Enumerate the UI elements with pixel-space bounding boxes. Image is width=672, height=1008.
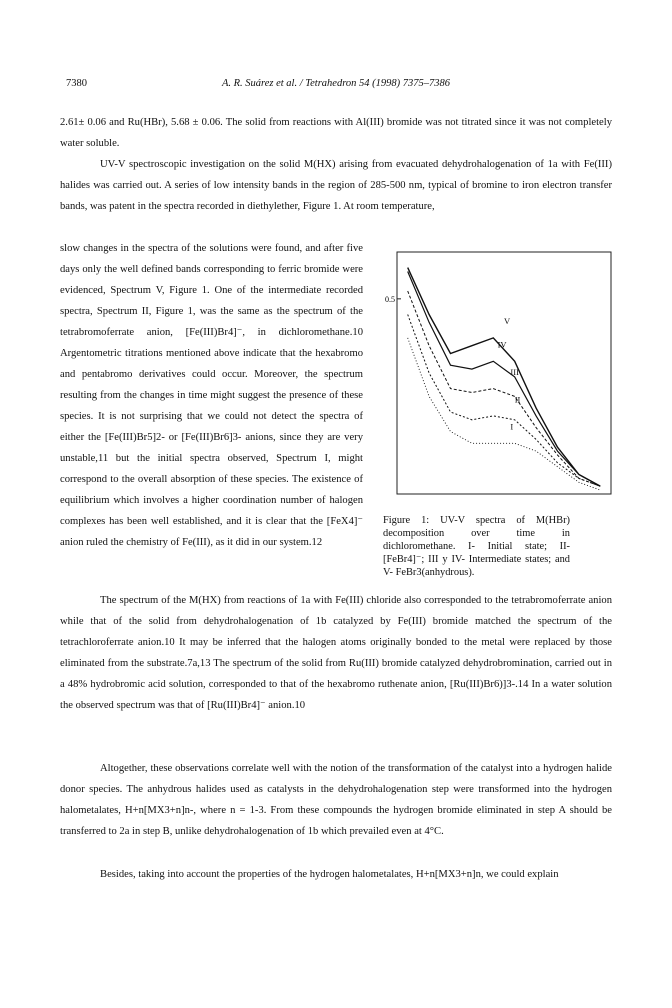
paragraph-altogether: Altogether, these observations correlate well with the notion of the transformation of the catalyst into a hydrogen halide donor species. The anhydrous halides used as catalysts in the dehydrohalogenation step were transformed into the hydrogen halometalates, H+n[MX3+n]n-, where n = 1-3. From these compounds the hydrogen bromide eliminated in step A should be transferred to 2a in step B, unlike dehydrohalogenation of 1b which prevailed even at 4°C. [60,763,612,837]
chart-frame [397,252,611,494]
paragraph-fe-chloride: The spectrum of the M(HX) from reactions of 1a with Fe(III) chloride also corresponded to the tetrabromoferrate anion while that of the solid from dehydrohalogenation of 1b catalyzed by Fe(III) bromide matched the spectrum of the tetrachloroferrate anion.10 It may be inferred that the halogen atoms originally bonded to the metal were replaced by those eliminated from the substrate.7a,13 The spectrum of the solid from Ru(III) bromide catalyzed dehydrobromination, carried out in a 48% hydrobromic acid solution, corresponded to that of the hexabromo ruthenate anion, [Ru(III)Br6)]3-.14 In a water solution the observed spectrum was that of [Ru(III)Br4]⁻ anion.10 [60,595,612,711]
page-number: 7380 [66,78,87,89]
y-tick-label: 0.5 [385,294,395,304]
paragraph-besides: Besides, taking into account the properties of the hydrogen halometalates, H+n[MX3+n]n, we could explain [100,869,559,880]
curve-label-IV: IV [497,339,507,350]
uv-spectra-chart [383,248,617,498]
figure-1-caption: Figure 1: UV-V spectra of M(HBr) decomposition over time in dichloromethane. I- Initial state; II- [FeBr4]⁻; III y IV- Intermediate states; and V- FeBr3(anhydrous). [383,515,570,578]
paragraph-uv-intro: UV-V spectroscopic investigation on the solid M(HX) arising from evacuated dehydrohalogenation of 1a with Fe(III) halides was carried out. A series of low intensity bands in the region of 285-500 nm, typical of bromine to iron electron transfer bands, was patent in the spectra recorded in diethylether, Figure 1. At room temperature, [60,159,612,212]
curve-label-II: II [514,394,521,405]
paragraph-continuation: 2.61± 0.06 and Ru(HBr), 5.68 ± 0.06. The solid from reactions with Al(III) bromide was not titrated since it was not completely water soluble. [60,117,612,149]
curve-label-I: I [510,421,514,432]
series-line-V [408,268,601,487]
curve-label-III: III [510,366,519,377]
series-line-IV [408,272,601,487]
paragraph-uv-left-column: slow changes in the spectra of the solutions were found, and after five days only the well defined bands corresponding to ferric bromide were evidenced, Spectrum V, Figure 1. One of the intermediate recorded spectra, Spectrum II, Figure 1, was the same as the spectrum of the tetrabromoferrate anion, [Fe(III)Br4]⁻, in dichloromethane.10 Argentometric titrations mentioned above indicate that the hexabromo and pentabromo derivatives could occur. Moreover, the spectrum resulting from the changes in time might suggest the presence of these species. It is not surprising that we could not detect the spectra of either the [Fe(III)Br5]2- or [Fe(III)Br6]3- anions, since they are very unstable,11 but the initial spectra observed, Spectrum I, might correspond to the overall absorption of these species. The existence of equilibrium which involves a higher coordination number of halogen complexes has been well established, and it is clear that the [FeX4]⁻ anion ruled the chemistry of Fe(III), as it did in our system.12 [60,243,363,548]
running-head: A. R. Suárez et al. / Tetrahedron 54 (1998) 7375–7386 [221,78,451,89]
figure-1-uv-spectra [383,248,617,498]
curve-label-V: V [504,316,511,327]
